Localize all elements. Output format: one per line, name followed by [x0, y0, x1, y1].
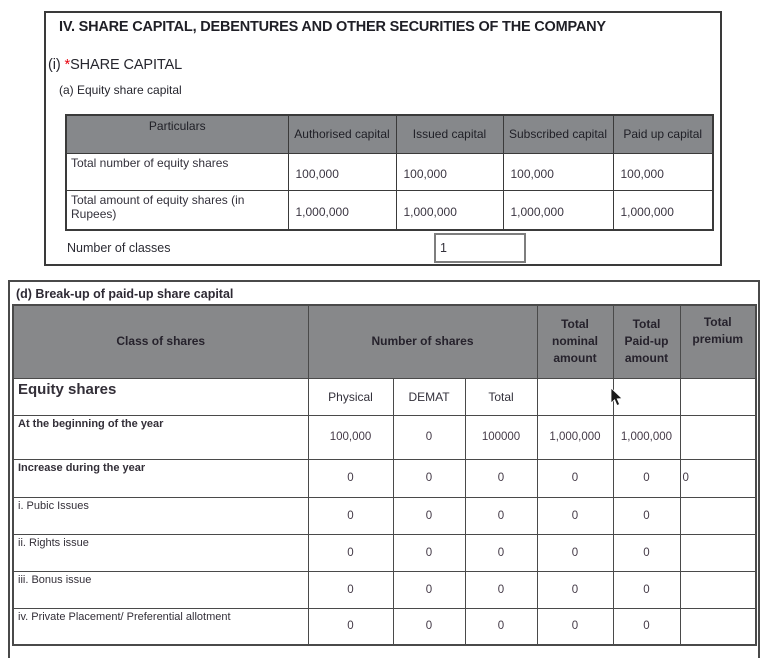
row-label: Total number of equity shares — [66, 153, 288, 190]
table-row — [13, 497, 756, 534]
physical-value[interactable]: 0 — [308, 608, 393, 645]
col-header-issued: Issued capital — [396, 115, 503, 153]
physical-value[interactable]: 0 — [308, 571, 393, 608]
col-header-subscribed: Subscribed capital — [503, 115, 613, 153]
col-header-number-of-shares: Number of shares — [308, 305, 537, 378]
paidup-amount-value[interactable]: 1,000,000 — [613, 190, 713, 230]
empty-cell[interactable] — [680, 378, 756, 415]
total-value[interactable]: 100000 — [465, 415, 537, 459]
col-header-particulars: Particulars — [66, 115, 288, 153]
sub-header-demat: DEMAT — [393, 378, 465, 415]
row-label: Increase during the year — [13, 459, 308, 497]
premium-value[interactable] — [680, 571, 756, 608]
number-of-classes-input[interactable] — [434, 233, 526, 263]
equity-share-capital-label: (a) Equity share capital — [59, 83, 182, 97]
total-value[interactable]: 0 — [465, 571, 537, 608]
total-value[interactable]: 0 — [465, 459, 537, 497]
paidup-value[interactable]: 0 — [613, 571, 680, 608]
row-label: Total amount of equity shares (in Rupees) — [66, 190, 288, 230]
share-capital-section — [44, 11, 722, 266]
premium-value[interactable] — [680, 497, 756, 534]
breakup-heading: (d) Break-up of paid-up share capital — [16, 287, 234, 301]
col-header-authorised: Authorised capital — [288, 115, 396, 153]
table-row — [13, 608, 756, 645]
premium-value[interactable] — [680, 415, 756, 459]
paidup-shares-value[interactable]: 100,000 — [613, 153, 713, 190]
empty-cell[interactable] — [537, 378, 613, 415]
row-label: i. Pubic Issues — [13, 497, 308, 534]
col-header-total-nominal: Total nominal amount — [537, 305, 613, 378]
demat-value[interactable]: 0 — [393, 415, 465, 459]
subheading-text: SHARE CAPITAL — [70, 57, 183, 73]
section-heading: IV. SHARE CAPITAL, DEBENTURES AND OTHER SECURITIES OF THE COMPANY — [59, 19, 606, 35]
physical-value[interactable]: 100,000 — [308, 415, 393, 459]
issued-amount-value[interactable]: 1,000,000 — [396, 190, 503, 230]
demat-value[interactable]: 0 — [393, 571, 465, 608]
premium-value[interactable] — [680, 608, 756, 645]
paidup-breakup-section — [8, 280, 760, 658]
subscribed-amount-value[interactable]: 1,000,000 — [503, 190, 613, 230]
paidup-breakup-table — [12, 304, 757, 646]
nominal-value[interactable]: 0 — [537, 571, 613, 608]
demat-value[interactable]: 0 — [393, 608, 465, 645]
total-value[interactable]: 0 — [465, 534, 537, 571]
paidup-value[interactable]: 0 — [613, 497, 680, 534]
table-row — [13, 534, 756, 571]
subscribed-shares-value[interactable]: 100,000 — [503, 153, 613, 190]
share-class-label: Equity shares — [13, 378, 308, 415]
table-header-row — [66, 115, 713, 153]
subheading-prefix: (i) — [48, 57, 65, 73]
total-value[interactable]: 0 — [465, 608, 537, 645]
physical-value[interactable]: 0 — [308, 459, 393, 497]
table-row — [13, 571, 756, 608]
sub-header-total: Total — [465, 378, 537, 415]
empty-cell[interactable] — [613, 378, 680, 415]
premium-value[interactable] — [680, 534, 756, 571]
nominal-value[interactable]: 0 — [537, 534, 613, 571]
table-row — [13, 459, 756, 497]
authorised-amount-value[interactable]: 1,000,000 — [288, 190, 396, 230]
share-class-row — [13, 378, 756, 415]
table-header-row — [13, 305, 756, 378]
equity-share-capital-table — [65, 114, 714, 231]
table-row — [13, 415, 756, 459]
paidup-value[interactable]: 0 — [613, 459, 680, 497]
paidup-value[interactable]: 0 — [613, 534, 680, 571]
issued-shares-value[interactable]: 100,000 — [396, 153, 503, 190]
demat-value[interactable]: 0 — [393, 459, 465, 497]
number-of-classes-label: Number of classes — [67, 241, 171, 255]
col-header-total-premium: Total premium — [680, 305, 756, 378]
physical-value[interactable]: 0 — [308, 534, 393, 571]
demat-value[interactable]: 0 — [393, 534, 465, 571]
col-header-paidup: Paid up capital — [613, 115, 713, 153]
paidup-value[interactable]: 0 — [613, 608, 680, 645]
sub-header-physical: Physical — [308, 378, 393, 415]
table-row — [66, 190, 713, 230]
physical-value[interactable]: 0 — [308, 497, 393, 534]
premium-value[interactable]: 0 — [680, 459, 756, 497]
total-value[interactable]: 0 — [465, 497, 537, 534]
nominal-value[interactable]: 0 — [537, 459, 613, 497]
row-label: ii. Rights issue — [13, 534, 308, 571]
row-label: iv. Private Placement/ Preferential allotment — [13, 608, 308, 645]
col-header-class-of-shares: Class of shares — [13, 305, 308, 378]
nominal-value[interactable]: 0 — [537, 608, 613, 645]
required-asterisk: * — [64, 57, 71, 73]
table-row — [66, 153, 713, 190]
share-capital-subheading — [48, 57, 182, 73]
paidup-value[interactable]: 1,000,000 — [613, 415, 680, 459]
nominal-value[interactable]: 0 — [537, 497, 613, 534]
nominal-value[interactable]: 1,000,000 — [537, 415, 613, 459]
row-label: At the beginning of the year — [13, 415, 308, 459]
row-label: iii. Bonus issue — [13, 571, 308, 608]
col-header-total-paidup: Total Paid-up amount — [613, 305, 680, 378]
demat-value[interactable]: 0 — [393, 497, 465, 534]
authorised-shares-value[interactable]: 100,000 — [288, 153, 396, 190]
